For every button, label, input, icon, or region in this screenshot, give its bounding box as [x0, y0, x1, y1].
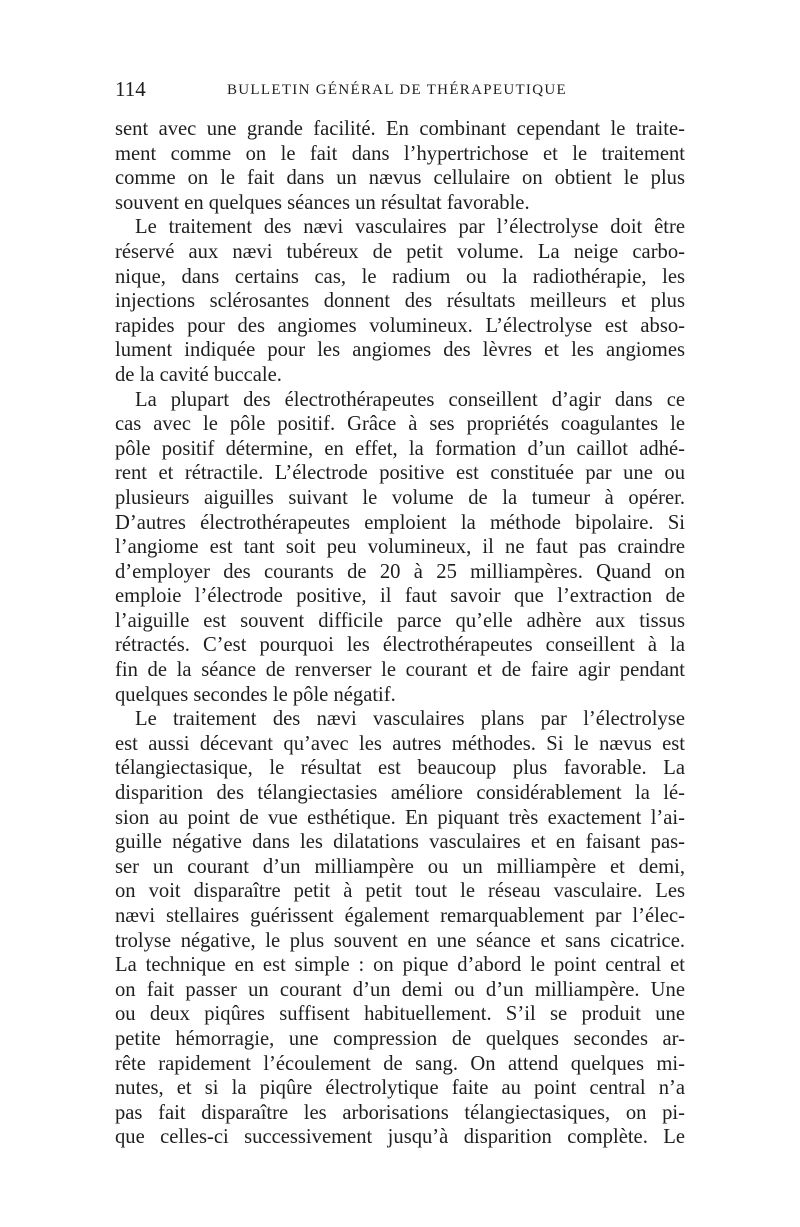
body-text	[115, 117, 685, 1150]
paragraph-start-line: Le traitement des nævi vasculaires plans par l’électrolyse	[135, 708, 685, 731]
text-line: rête rapidement l’écoulement de sang. On attend quelques mi-	[115, 1052, 685, 1075]
text-line: rétractés. C’est pourquoi les électrothérapeutes conseillent à la	[115, 634, 685, 657]
text-line: d’employer des courants de 20 à 25 milliampères. Quand on	[115, 560, 685, 583]
text-line: ser un courant d’un milliampère ou un milliampère et demi,	[115, 855, 685, 878]
text-line: quelques secondes le pôle négatif.	[115, 683, 396, 706]
text-line: on voit disparaître petit à petit tout le réseau vasculaire. Les	[115, 880, 685, 903]
page-header	[115, 76, 705, 102]
text-line: La technique en est simple : on pique d’abord le point central et	[115, 954, 685, 977]
text-line: de la cavité buccale.	[115, 363, 282, 386]
paragraph-start-line: Le traitement des nævi vasculaires par l’électrolyse doit être	[135, 216, 685, 239]
text-line: comme on le fait dans un nævus cellulaire on obtient le plus	[115, 167, 685, 190]
text-line: sion au point de vue esthétique. En piquant très exactement l’ai-	[115, 806, 685, 829]
page-number: 114	[115, 77, 146, 101]
text-line: plusieurs aiguilles suivant le volume de la tumeur à opérer.	[115, 486, 685, 509]
text-line: ment comme on le fait dans l’hypertrichose et le traitement	[115, 142, 685, 165]
text-line: pas fait disparaître les arborisations télangiectasiques, on pi-	[115, 1101, 685, 1124]
text-line: emploie l’électrode positive, il faut savoir que l’extraction de	[115, 585, 685, 608]
text-line: cas avec le pôle positif. Grâce à ses propriétés coagulantes le	[115, 413, 685, 436]
running-title: BULLETIN GÉNÉRAL DE THÉRAPEUTIQUE	[227, 82, 567, 98]
text-line: rent et rétractile. L’électrode positive est constituée par une ou	[115, 462, 685, 485]
text-line: que celles-ci successivement jusqu’à disparition complète. Le	[115, 1126, 685, 1149]
text-line: télangiectasique, le résultat est beaucoup plus favorable. La	[115, 757, 685, 780]
text-line: rapides pour des angiomes volumineux. L’électrolyse est abso-	[115, 314, 685, 337]
text-line: injections sclérosantes donnent des résultats meilleurs et plus	[115, 290, 685, 313]
text-line: sent avec une grande facilité. En combinant cependant le traite-	[115, 118, 685, 140]
text-line: petite hémorragie, une compression de quelques secondes ar-	[115, 1027, 685, 1050]
paragraph-start-line: La plupart des électrothérapeutes conseillent d’agir dans ce	[135, 388, 685, 411]
text-line: disparition des télangiectasies améliore considérablement la lé-	[115, 782, 685, 805]
text-line: ou deux piqûres suffisent habituellement. S’il se produit une	[115, 1003, 685, 1026]
text-line: l’angiome est tant soit peu volumineux, il ne faut pas craindre	[115, 536, 685, 559]
text-line: nævi stellaires guérissent également remarquablement par l’élec-	[115, 905, 685, 927]
text-line: D’autres électrothérapeutes emploient la méthode bipolaire. Si	[115, 511, 685, 534]
text-line: est aussi décevant qu’avec les autres méthodes. Si le nævus est	[115, 732, 685, 755]
text-line: souvent en quelques séances un résultat favorable.	[115, 191, 530, 214]
text-line: nique, dans certains cas, le radium ou la radiothérapie, les	[115, 265, 685, 288]
text-line: lument indiquée pour les angiomes des lèvres et les angiomes	[115, 339, 685, 362]
text-line: pôle positif détermine, en effet, la formation d’un caillot adhé-	[115, 437, 685, 460]
text-line: on fait passer un courant d’un demi ou d’un milliampère. Une	[115, 978, 685, 1001]
text-line: réservé aux nævi tubéreux de petit volume. La neige carbo-	[115, 240, 685, 263]
text-line: nutes, et si la piqûre électrolytique faite au point central n’a	[115, 1077, 685, 1100]
text-line: fin de la séance de renverser le courant et de faire agir pendant	[115, 659, 685, 682]
text-line: l’aiguille est souvent difficile parce qu’elle adhère aux tissus	[115, 609, 685, 632]
text-line: trolyse négative, le plus souvent en une séance et sans cicatrice.	[115, 929, 685, 952]
text-line: guille négative dans les dilatations vasculaires et en faisant pas-	[115, 831, 685, 854]
